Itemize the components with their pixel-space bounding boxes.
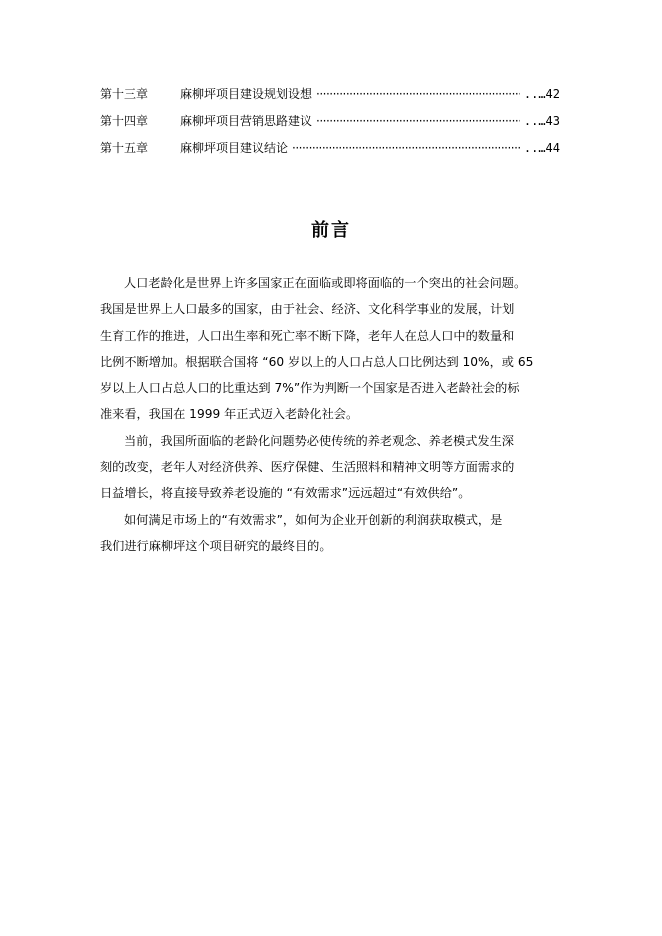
preface-paragraph [100,428,562,507]
toc-page-number: ..…42 [523,87,560,101]
toc-page-number: ..…43 [523,114,560,128]
text-line: 如何满足市场上的“有效需求”，如何为企业开创新的利润获取模式，是 [124,512,503,527]
text-line: 准来看，我国在 1999 年正式迈入老龄化社会。 [100,407,359,422]
text-line: 我国是世界上人口最多的国家，由于社会、经济、文化科学事业的发展，计划 [100,302,515,317]
toc-entry[interactable] [100,111,560,138]
toc-entry[interactable] [100,84,560,111]
preface-heading: 前言 [311,220,351,241]
toc-dot-leader [316,111,520,131]
toc-page-number: ..…44 [523,141,560,155]
toc-dot-leader [292,138,520,158]
toc-dot-leader [316,84,520,104]
toc-chapter-number: 第十四章 [100,114,149,128]
preface-body [100,270,562,559]
text-line: 比例不断增加。根据联合国将 “60 岁以上的人口占总人口比例达到 10%，或 65 [100,354,534,369]
table-of-contents [100,84,560,165]
preface-paragraph [100,270,562,428]
text-line: 刻的改变，老年人对经济供养、医疗保健、生活照料和精神文明等方面需求的 [100,460,515,475]
toc-chapter-number: 第十三章 [100,87,149,101]
text-line: 当前，我国所面临的老龄化问题势必使传统的养老观念、养老模式发生深 [124,433,514,448]
toc-chapter-title: 麻柳坪项目建设规划设想 [180,87,313,101]
toc-chapter-title: 麻柳坪项目建议结论 [180,141,289,155]
text-line: 生育工作的推进，人口出生率和死亡率不断下降，老年人在总人口中的数量和 [100,328,515,343]
preface-paragraph [100,507,562,560]
toc-chapter-title: 麻柳坪项目营销思路建议 [180,114,313,128]
toc-entry[interactable] [100,138,560,165]
text-line: 人口老龄化是世界上许多国家正在面临或即将面临的一个突出的社会问题。 [124,276,527,290]
text-line: 岁以上人口占总人口的比重达到 7%”作为判断一个国家是否进入老龄社会的标 [100,381,520,396]
text-line: 我们进行麻柳坪这个项目研究的最终目的。 [100,538,332,553]
text-line: 日益增长，将直接导致养老设施的 “有效需求”远远超过“有效供给”。 [100,486,471,501]
toc-chapter-number: 第十五章 [100,141,149,155]
